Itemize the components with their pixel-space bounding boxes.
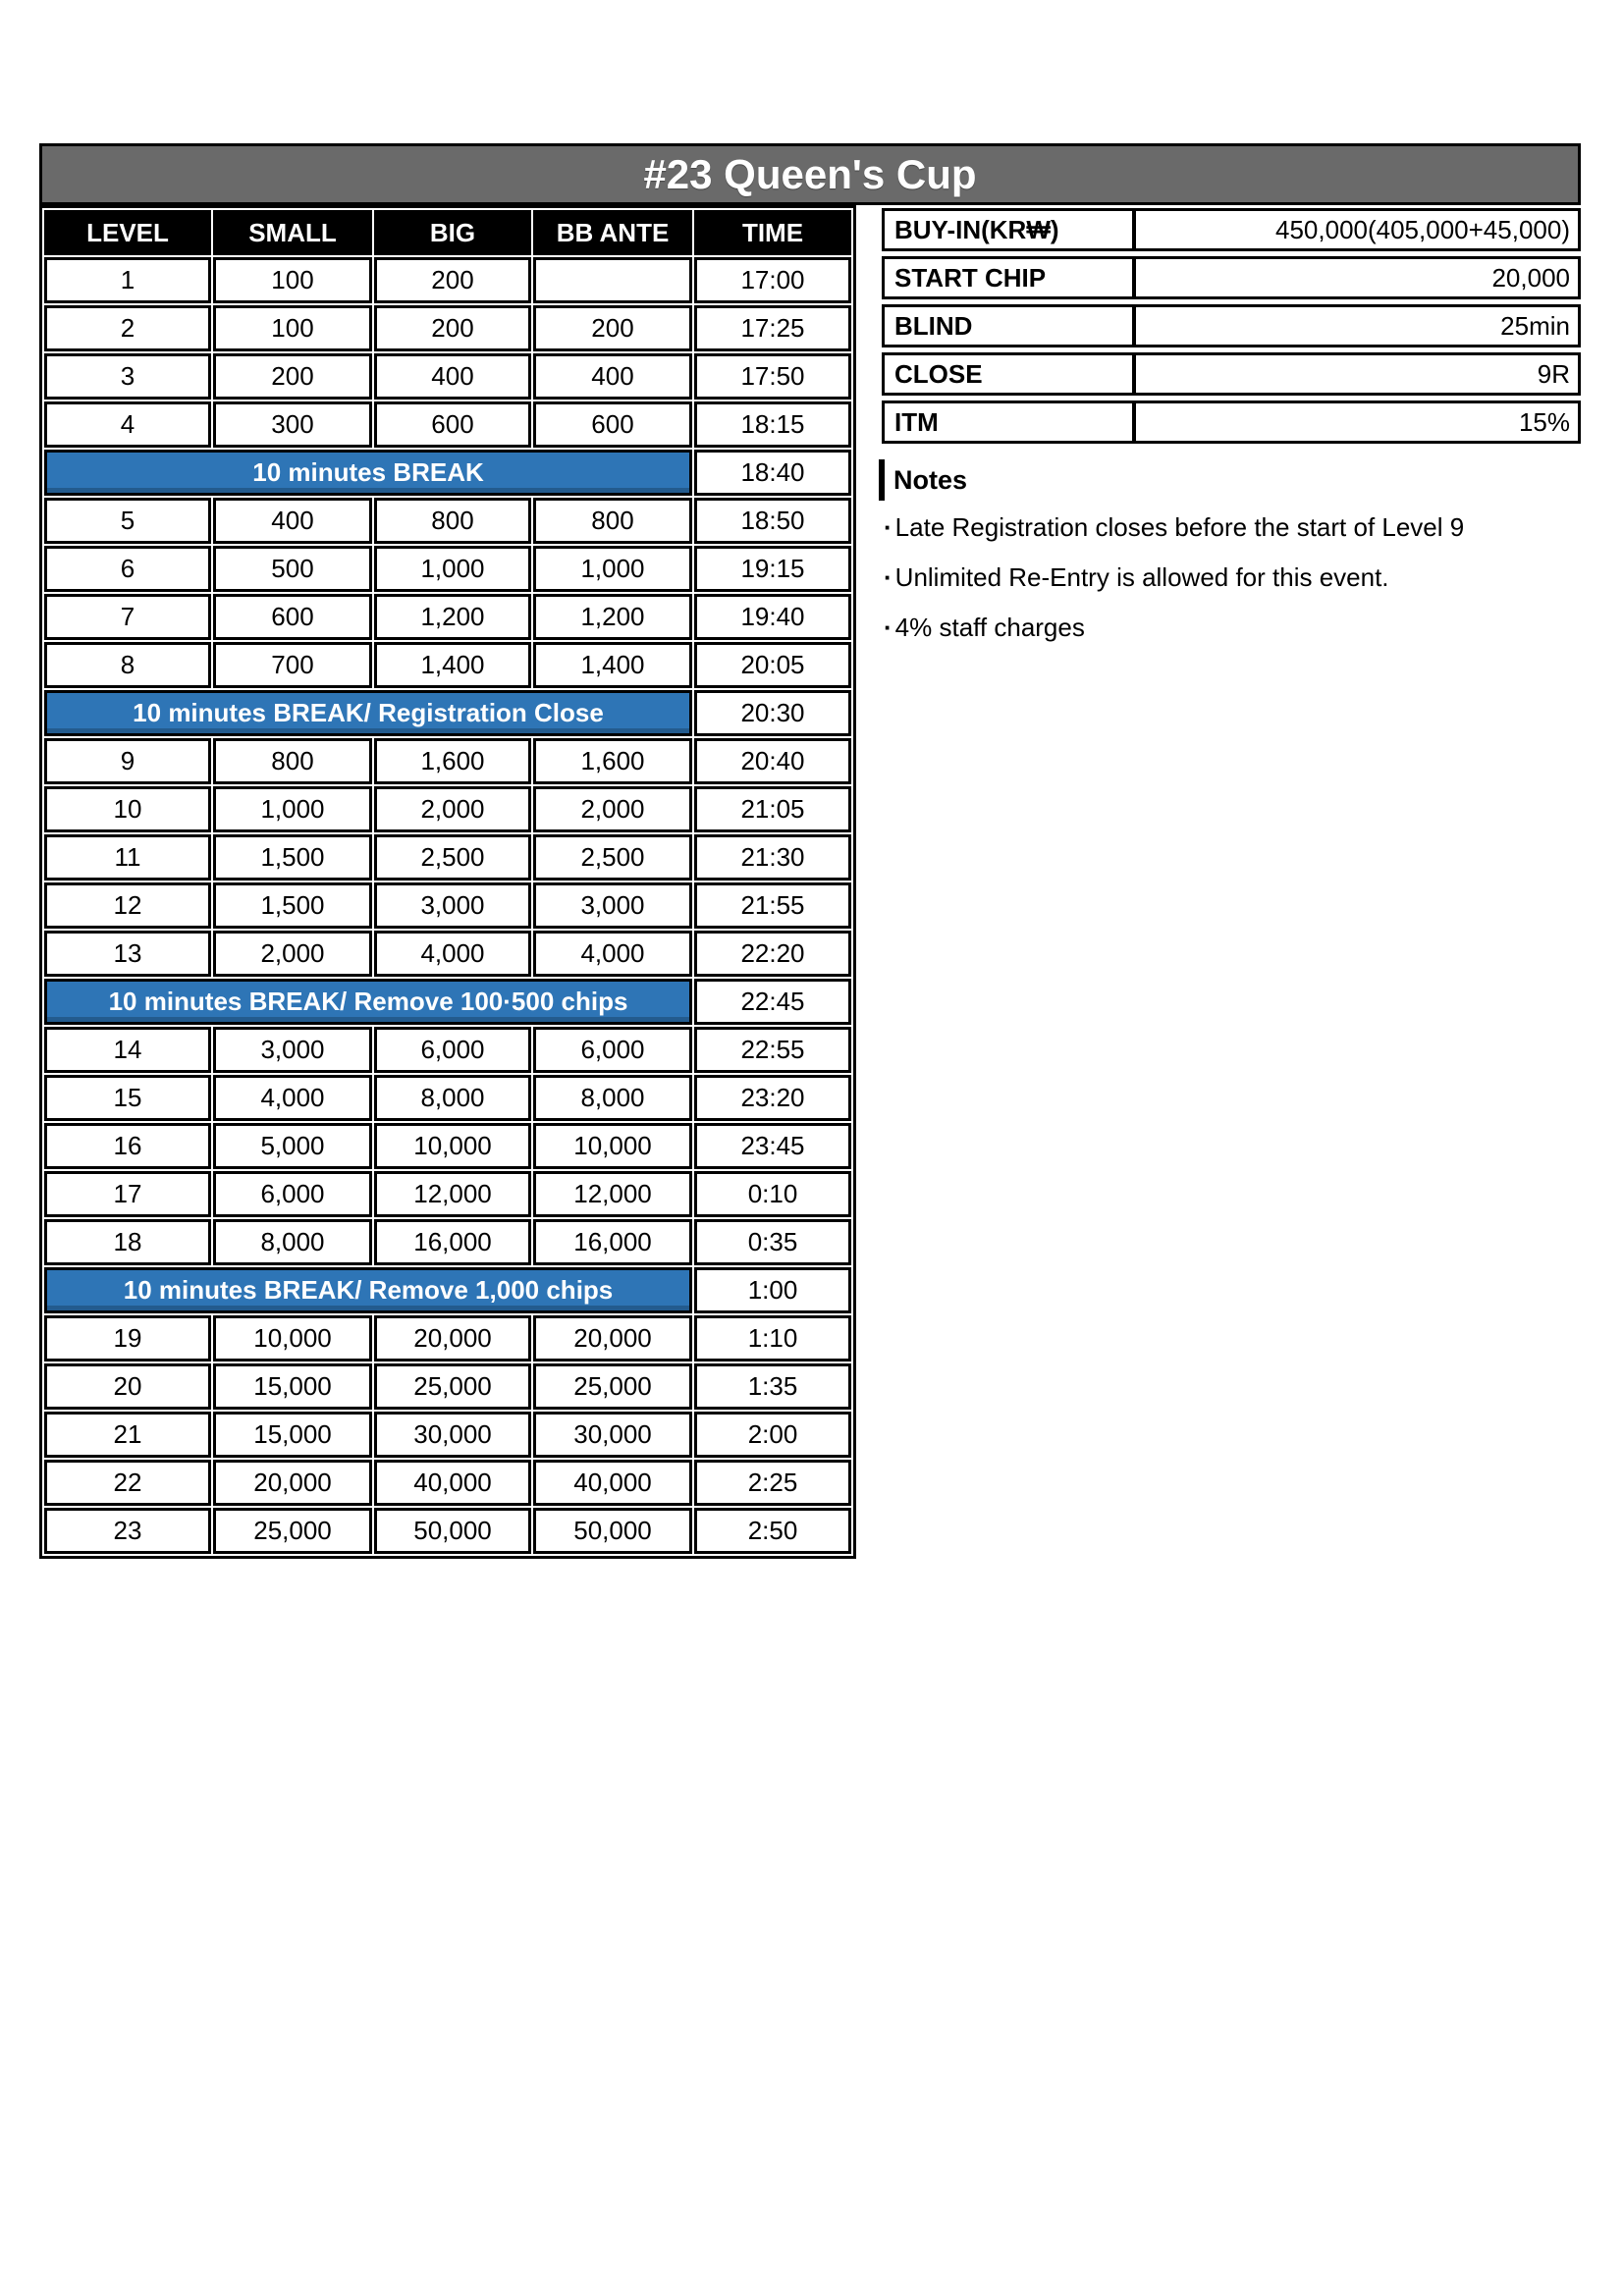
big-blind-cell: 1,000 — [374, 546, 531, 592]
small-blind-cell: 8,000 — [213, 1219, 372, 1265]
bullet-dot: · — [884, 613, 893, 642]
big-blind-cell: 200 — [374, 257, 531, 303]
bb-ante-cell: 1,600 — [533, 738, 692, 784]
small-blind-cell: 2,000 — [213, 931, 372, 977]
level-row — [44, 1412, 851, 1458]
time-cell: 22:45 — [694, 979, 851, 1025]
small-blind-cell: 20,000 — [213, 1460, 372, 1506]
note-text: 4% staff charges — [894, 613, 1085, 642]
level-row — [44, 257, 851, 303]
blind-table-body — [44, 257, 851, 1554]
small-blind-cell: 4,000 — [213, 1075, 372, 1121]
note-item — [879, 613, 1581, 643]
level-row — [44, 642, 851, 688]
big-blind-cell: 50,000 — [374, 1508, 531, 1554]
tournament-title: #23 Queen's Cup — [643, 150, 977, 197]
info-label: START CHIP — [885, 259, 1136, 296]
big-blind-cell: 4,000 — [374, 931, 531, 977]
big-blind-cell: 8,000 — [374, 1075, 531, 1121]
bb-ante-cell: 2,500 — [533, 834, 692, 881]
time-cell: 17:25 — [694, 305, 851, 351]
bb-ante-cell: 20,000 — [533, 1315, 692, 1362]
time-cell: 2:50 — [694, 1508, 851, 1554]
level-cell: 5 — [44, 498, 211, 544]
info-label: CLOSE — [885, 355, 1136, 393]
bb-ante-cell: 40,000 — [533, 1460, 692, 1506]
break-row — [44, 450, 851, 496]
level-cell: 6 — [44, 546, 211, 592]
level-row — [44, 401, 851, 448]
bb-ante-cell: 200 — [533, 305, 692, 351]
level-cell: 17 — [44, 1171, 211, 1217]
level-cell: 11 — [44, 834, 211, 881]
time-cell: 20:40 — [694, 738, 851, 784]
level-cell: 13 — [44, 931, 211, 977]
break-row — [44, 1267, 851, 1313]
blind-structure-table — [39, 205, 856, 1559]
time-cell: 20:05 — [694, 642, 851, 688]
bb-ante-cell: 50,000 — [533, 1508, 692, 1554]
level-row — [44, 1315, 851, 1362]
big-blind-cell: 200 — [374, 305, 531, 351]
level-cell: 18 — [44, 1219, 211, 1265]
level-cell: 21 — [44, 1412, 211, 1458]
small-blind-cell: 5,000 — [213, 1123, 372, 1169]
bb-ante-cell: 8,000 — [533, 1075, 692, 1121]
note-item — [879, 512, 1581, 543]
time-cell: 19:15 — [694, 546, 851, 592]
info-value: 15% — [1518, 406, 1570, 437]
time-cell: 2:00 — [694, 1412, 851, 1458]
time-cell: 2:25 — [694, 1460, 851, 1506]
time-cell: 0:10 — [694, 1171, 851, 1217]
bb-ante-cell: 6,000 — [533, 1027, 692, 1073]
level-cell: 9 — [44, 738, 211, 784]
column-header-time: TIME — [694, 210, 851, 255]
bb-ante-cell: 400 — [533, 353, 692, 400]
time-cell: 18:50 — [694, 498, 851, 544]
time-cell: 22:55 — [694, 1027, 851, 1073]
small-blind-cell: 1,000 — [213, 786, 372, 832]
big-blind-cell: 12,000 — [374, 1171, 531, 1217]
info-value: 25min — [1500, 310, 1570, 341]
break-row — [44, 690, 851, 736]
big-blind-cell: 16,000 — [374, 1219, 531, 1265]
bb-ante-cell: 4,000 — [533, 931, 692, 977]
info-label: ITM — [885, 403, 1136, 441]
level-row — [44, 1027, 851, 1073]
big-blind-cell: 600 — [374, 401, 531, 448]
time-cell: 20:30 — [694, 690, 851, 736]
note-text: Unlimited Re-Entry is allowed for this event. — [894, 562, 1389, 592]
info-label: BUY-IN(KR₩) — [885, 211, 1136, 248]
break-label-cell: 10 minutes BREAK/ Remove 100·500 chips — [44, 979, 692, 1025]
small-blind-cell: 300 — [213, 401, 372, 448]
small-blind-cell: 500 — [213, 546, 372, 592]
big-blind-cell: 1,600 — [374, 738, 531, 784]
small-blind-cell: 15,000 — [213, 1363, 372, 1410]
level-row — [44, 1123, 851, 1169]
small-blind-cell: 10,000 — [213, 1315, 372, 1362]
big-blind-cell: 400 — [374, 353, 531, 400]
bb-ante-cell: 1,200 — [533, 594, 692, 640]
level-cell: 14 — [44, 1027, 211, 1073]
small-blind-cell: 100 — [213, 305, 372, 351]
bb-ante-cell: 25,000 — [533, 1363, 692, 1410]
note-text: Late Registration closes before the start of Level 9 — [894, 512, 1465, 542]
break-row — [44, 979, 851, 1025]
bb-ante-cell: 3,000 — [533, 882, 692, 929]
time-cell: 21:55 — [694, 882, 851, 929]
note-item — [879, 562, 1581, 593]
level-row — [44, 546, 851, 592]
level-cell: 20 — [44, 1363, 211, 1410]
small-blind-cell: 200 — [213, 353, 372, 400]
level-row — [44, 1508, 851, 1554]
column-header-level: LEVEL — [44, 210, 211, 255]
info-value: 9R — [1537, 358, 1570, 389]
bullet-dot: · — [884, 512, 893, 542]
info-value: 20,000 — [1491, 262, 1570, 293]
time-cell: 17:00 — [694, 257, 851, 303]
small-blind-cell: 100 — [213, 257, 372, 303]
time-cell: 21:30 — [694, 834, 851, 881]
level-row — [44, 1363, 851, 1410]
bb-ante-cell — [533, 257, 692, 303]
small-blind-cell: 400 — [213, 498, 372, 544]
header-row — [44, 210, 851, 255]
notes-section — [879, 459, 1581, 663]
bb-ante-cell: 600 — [533, 401, 692, 448]
big-blind-cell: 25,000 — [374, 1363, 531, 1410]
big-blind-cell: 2,500 — [374, 834, 531, 881]
small-blind-cell: 25,000 — [213, 1508, 372, 1554]
time-cell: 17:50 — [694, 353, 851, 400]
level-cell: 23 — [44, 1508, 211, 1554]
big-blind-cell: 2,000 — [374, 786, 531, 832]
small-blind-cell: 700 — [213, 642, 372, 688]
time-cell: 23:20 — [694, 1075, 851, 1121]
column-header-bb-ante: BB ANTE — [533, 210, 692, 255]
level-row — [44, 1171, 851, 1217]
bb-ante-cell: 2,000 — [533, 786, 692, 832]
level-row — [44, 931, 851, 977]
level-row — [44, 1075, 851, 1121]
level-cell: 3 — [44, 353, 211, 400]
time-cell: 1:10 — [694, 1315, 851, 1362]
level-row — [44, 834, 851, 881]
level-cell: 7 — [44, 594, 211, 640]
big-blind-cell: 30,000 — [374, 1412, 531, 1458]
level-cell: 16 — [44, 1123, 211, 1169]
bb-ante-cell: 1,000 — [533, 546, 692, 592]
info-row-buy-in-kr — [882, 208, 1581, 251]
time-cell: 23:45 — [694, 1123, 851, 1169]
small-blind-cell: 3,000 — [213, 1027, 372, 1073]
small-blind-cell: 600 — [213, 594, 372, 640]
level-row — [44, 1219, 851, 1265]
info-row-blind — [882, 304, 1581, 347]
big-blind-cell: 1,400 — [374, 642, 531, 688]
bb-ante-cell: 30,000 — [533, 1412, 692, 1458]
time-cell: 18:40 — [694, 450, 851, 496]
level-row — [44, 305, 851, 351]
column-header-big: BIG — [374, 210, 531, 255]
level-row — [44, 498, 851, 544]
time-cell: 1:35 — [694, 1363, 851, 1410]
info-value: 450,000(405,000+45,000) — [1275, 214, 1570, 244]
time-cell: 19:40 — [694, 594, 851, 640]
level-cell: 10 — [44, 786, 211, 832]
big-blind-cell: 40,000 — [374, 1460, 531, 1506]
small-blind-cell: 15,000 — [213, 1412, 372, 1458]
bb-ante-cell: 1,400 — [533, 642, 692, 688]
level-cell: 12 — [44, 882, 211, 929]
level-cell: 15 — [44, 1075, 211, 1121]
time-cell: 18:15 — [694, 401, 851, 448]
level-row — [44, 882, 851, 929]
big-blind-cell: 1,200 — [374, 594, 531, 640]
big-blind-cell: 6,000 — [374, 1027, 531, 1073]
small-blind-cell: 6,000 — [213, 1171, 372, 1217]
notes-heading: Notes — [879, 459, 1581, 501]
big-blind-cell: 20,000 — [374, 1315, 531, 1362]
column-header-small: SMALL — [213, 210, 372, 255]
time-cell: 1:00 — [694, 1267, 851, 1313]
bb-ante-cell: 800 — [533, 498, 692, 544]
info-label: BLIND — [885, 307, 1136, 345]
level-cell: 1 — [44, 257, 211, 303]
small-blind-cell: 1,500 — [213, 834, 372, 881]
level-cell: 2 — [44, 305, 211, 351]
time-cell: 21:05 — [694, 786, 851, 832]
big-blind-cell: 10,000 — [374, 1123, 531, 1169]
break-label-cell: 10 minutes BREAK/ Remove 1,000 chips — [44, 1267, 692, 1313]
level-row — [44, 594, 851, 640]
time-cell: 22:20 — [694, 931, 851, 977]
level-cell: 4 — [44, 401, 211, 448]
level-cell: 19 — [44, 1315, 211, 1362]
small-blind-cell: 800 — [213, 738, 372, 784]
small-blind-cell: 1,500 — [213, 882, 372, 929]
info-row-itm — [882, 400, 1581, 444]
bb-ante-cell: 16,000 — [533, 1219, 692, 1265]
info-row-start-chip — [882, 256, 1581, 299]
level-row — [44, 786, 851, 832]
info-row-close — [882, 352, 1581, 396]
bb-ante-cell: 10,000 — [533, 1123, 692, 1169]
break-label-cell: 10 minutes BREAK — [44, 450, 692, 496]
time-cell: 0:35 — [694, 1219, 851, 1265]
break-label-cell: 10 minutes BREAK/ Registration Close — [44, 690, 692, 736]
bullet-dot: · — [884, 562, 893, 592]
level-cell: 8 — [44, 642, 211, 688]
big-blind-cell: 3,000 — [374, 882, 531, 929]
level-row — [44, 1460, 851, 1506]
title-bar — [39, 143, 1581, 205]
big-blind-cell: 800 — [374, 498, 531, 544]
level-row — [44, 738, 851, 784]
info-panel — [882, 208, 1581, 449]
bb-ante-cell: 12,000 — [533, 1171, 692, 1217]
level-cell: 22 — [44, 1460, 211, 1506]
level-row — [44, 353, 851, 400]
